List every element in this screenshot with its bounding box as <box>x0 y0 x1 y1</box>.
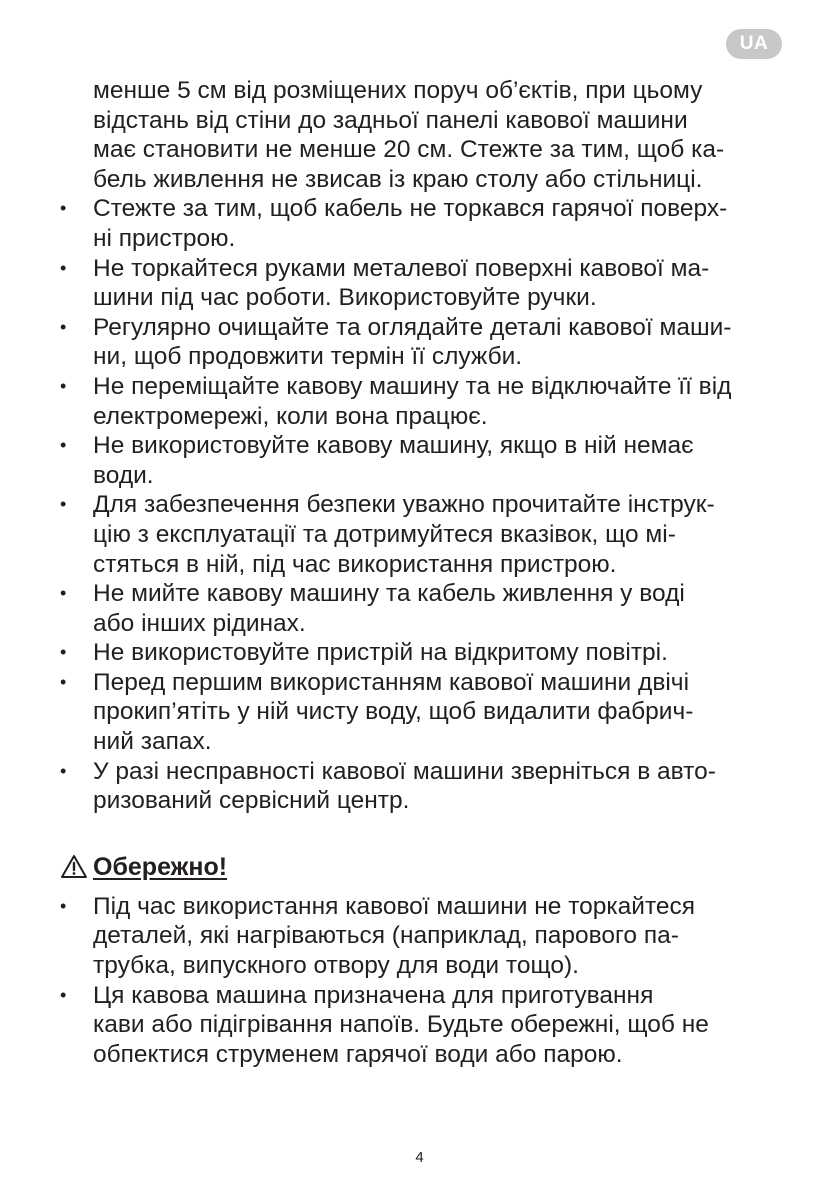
list-item <box>93 431 783 490</box>
text-line: води. <box>93 461 154 489</box>
text-line: деталей, які нагріваються (наприклад, парового па- <box>93 922 679 950</box>
text-line: цію з експлуатації та дотримуйтеся вказівок, що мі- <box>93 520 676 548</box>
text-line: • Не використовуйте пристрій на відкритому повітрі. <box>93 639 668 667</box>
list-item <box>93 490 783 579</box>
text-line: або інших рідинах. <box>93 609 306 637</box>
list-item <box>93 579 783 638</box>
list-item <box>93 638 783 668</box>
text-line: • Для забезпечення безпеки уважно прочитайте інструк- <box>93 491 715 519</box>
text-line: • Стежте за тим, щоб кабель не торкався гарячої поверх- <box>93 195 728 223</box>
text-line: ний запах. <box>93 728 212 756</box>
text-line: прокип’ятіть у ній чисту воду, щоб видалити фабрич- <box>93 698 694 726</box>
text-line: стяться в ній, під час використання пристрою. <box>93 550 617 578</box>
text-line: • Ця кавова машина призначена для приготування <box>93 981 654 1009</box>
caution-heading <box>93 850 783 884</box>
language-badge: UA <box>726 29 782 59</box>
text-line: • Не переміщайте кавову машину та не відключайте її від <box>93 372 732 400</box>
page-content <box>93 76 783 1069</box>
text-line: • У разі несправності кавової машини зверніться в авто- <box>93 757 716 785</box>
text-line: • Не торкайтеся руками металевої поверхні кавової ма- <box>93 254 710 282</box>
text-line: електромережі, коли вона працює. <box>93 402 488 430</box>
text-line: бель живлення не звисав із краю столу або стільниці. <box>93 165 703 193</box>
text-line: шини під час роботи. Використовуйте ручки. <box>93 284 597 312</box>
text-line: має становити не менше 20 см. Стежте за тим, щоб ка- <box>93 136 725 164</box>
list-item <box>93 981 783 1070</box>
text-line: кави або підігрівання напоїв. Будьте обережні, щоб не <box>93 1011 709 1039</box>
text-line: • Перед першим використанням кавової машини двічі <box>93 668 690 696</box>
page-number: 4 <box>415 1149 424 1166</box>
list-item <box>93 372 783 431</box>
list-item <box>93 757 783 816</box>
text-line: • Не використовуйте кавову машину, якщо в ній немає <box>93 432 694 460</box>
text-line: ні пристрою. <box>93 224 236 252</box>
list-item <box>93 254 783 313</box>
list-item <box>93 892 783 981</box>
text-line: менше 5 см від розміщених поруч об’єктів, при цьому <box>93 77 703 104</box>
list-item <box>93 668 783 757</box>
text-line: ризований сервісний центр. <box>93 787 410 815</box>
text-line: обпектися струменем гарячої води або парою. <box>93 1040 623 1068</box>
text-line: трубка, випускного отвору для води тощо). <box>93 952 579 980</box>
intro-paragraph <box>93 76 783 194</box>
safety-bullet-list <box>93 194 783 815</box>
text-line: відстань від стіни до задньої панелі кавової машини <box>93 106 688 134</box>
list-item <box>93 194 783 253</box>
list-item <box>93 313 783 372</box>
warning-triangle-icon <box>60 854 88 879</box>
text-line: • Регулярно очищайте та оглядайте деталі кавової маши- <box>93 313 732 341</box>
caution-title: Обережно! <box>93 852 228 881</box>
caution-bullet-list <box>93 892 783 1070</box>
text-line: ни, щоб продовжити термін її служби. <box>93 343 523 371</box>
text-line: • Під час використання кавової машини не торкайтеся <box>93 892 696 920</box>
text-line: • Не мийте кавову машину та кабель живлення у воді <box>93 580 685 608</box>
